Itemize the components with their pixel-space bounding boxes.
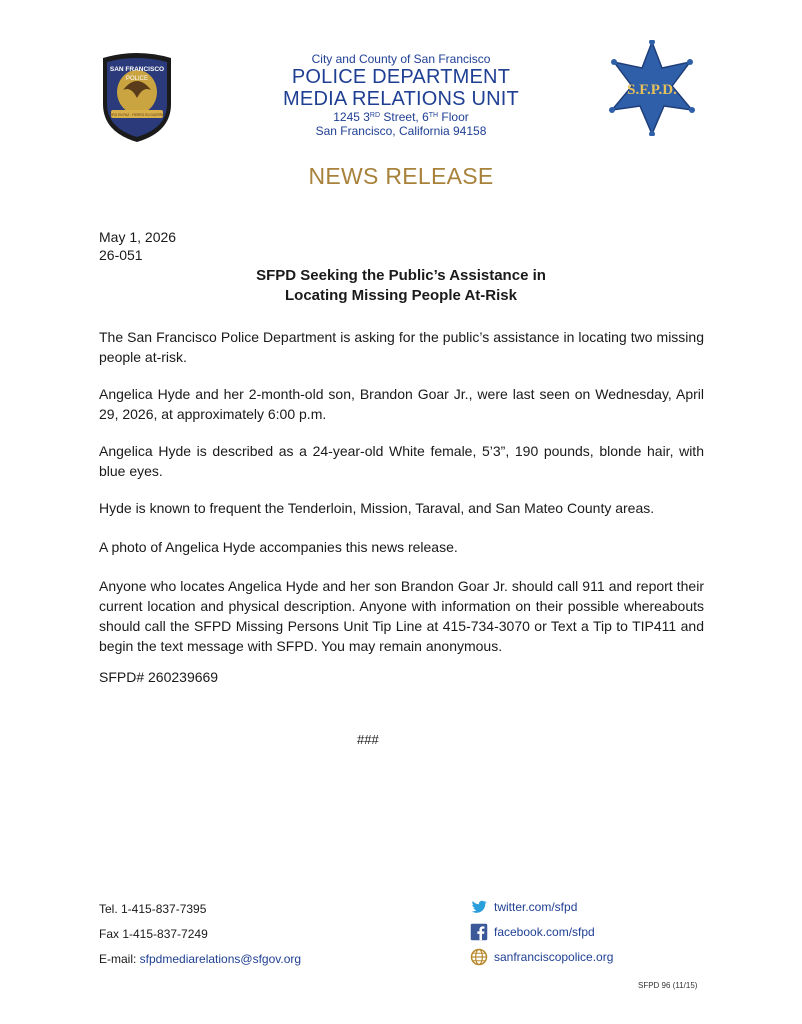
release-title: SFPD Seeking the Public’s Assistance in Locating Missing People At-Risk [256,267,546,304]
sfpd-star-logo [606,40,698,136]
address-line-2: San Francisco, California 94158 [315,124,487,138]
release-number: 26-051 [99,247,143,263]
unit-line: MEDIA RELATIONS UNIT [283,88,519,110]
facebook-icon [470,923,488,941]
website-link[interactable] [470,947,613,967]
email-link[interactable]: sfpdmediarelations@sfgov.org [139,952,302,966]
agency-header [240,52,562,138]
twitter-link[interactable] [470,897,577,917]
paragraph-contact: Anyone who locates Angelica Hyde and her son Brandon Goar Jr. should call 911 and report their current location and physical description. Anyone with information on their possible whereabouts should call the SFPD Missing Persons Unit Tip Line at 415-734-3070 or Text a Tip to TIP411 and begin the text message with SFPD. You may remain anonymous. [99,578,704,654]
paragraph-description: Angelica Hyde is described as a 24-year-old White female, 5’3”, 190 pounds, blonde hair, with blue eyes. [99,443,704,479]
paragraph-areas: Hyde is known to frequent the Tenderloin, Mission, Taraval, and San Mateo County areas. [99,500,655,516]
facebook-url: facebook.com/sfpd [494,925,595,939]
facebook-link[interactable] [470,922,595,942]
twitter-url: twitter.com/sfpd [494,900,578,914]
email-line: E-mail: sfpdmediarelations@sfgov.org [99,952,302,966]
globe-icon [470,948,488,966]
fax-number: Fax 1-415-837-7249 [99,927,208,941]
star-text: S.F.P.D. [627,82,677,98]
paragraph-intro: The San Francisco Police Department is asking for the public’s assistance in locating two missing people at-risk. [99,329,704,365]
badge-banner-text: ORO EN PAZ · FIERRO EN GUERRA [109,113,165,117]
city-line: City and County of San Francisco [311,52,491,66]
paragraph-last-seen: Angelica Hyde and her 2-month-old son, Brandon Goar Jr., were last seen on Wednesday, April 29, 2026, at approximately 6:00 p.m. [99,386,704,422]
badge-top-text: SAN FRANCISCO [109,66,165,73]
police-badge-logo [97,52,177,144]
badge-mid-text: POLICE [125,76,149,82]
form-code: SFPD 96 (11/15) [638,981,698,990]
paragraph-photo: A photo of Angelica Hyde accompanies this news release. [99,539,458,555]
phone-number: Tel. 1-415-837-7395 [99,902,207,916]
department-line: POLICE DEPARTMENT [291,66,511,88]
twitter-icon [470,898,488,916]
news-release-heading: NEWS RELEASE [308,163,494,189]
case-number: SFPD# 260239669 [99,669,219,685]
address-line-1: 1245 3RD Street, 6TH Floor [333,110,469,124]
website-url: sanfranciscopolice.org [494,950,614,964]
release-date: May 1, 2026 [99,229,177,245]
release-meta [99,228,176,264]
end-mark: ### [357,732,379,747]
